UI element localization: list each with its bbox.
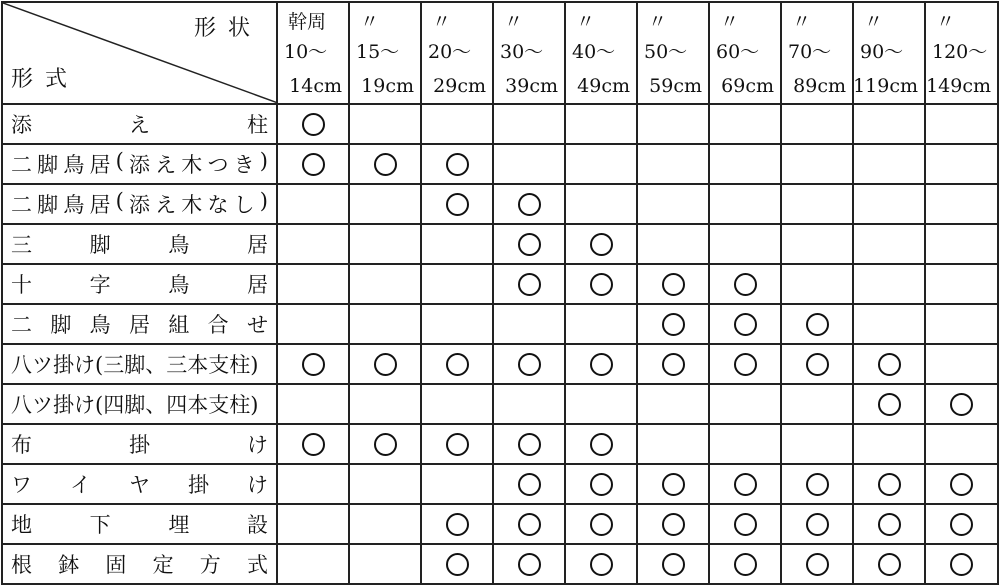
mark-cell bbox=[637, 184, 709, 224]
circle-icon bbox=[590, 473, 613, 496]
mark-cell bbox=[349, 424, 421, 464]
circle-icon bbox=[734, 473, 757, 496]
mark-cell bbox=[709, 144, 781, 184]
table-row bbox=[2, 344, 998, 384]
table-row bbox=[2, 304, 998, 344]
mark-cell bbox=[493, 544, 565, 584]
mark-cell bbox=[277, 144, 349, 184]
row-label: 八ツ掛け(四脚、四本支柱) bbox=[11, 393, 259, 417]
column-mark: 〃 bbox=[864, 11, 884, 33]
mark-cell bbox=[853, 224, 925, 264]
circle-icon bbox=[518, 233, 541, 256]
mark-cell bbox=[637, 264, 709, 304]
mark-cell bbox=[853, 344, 925, 384]
mark-cell bbox=[349, 344, 421, 384]
column-range: 10〜 bbox=[284, 41, 328, 63]
corner-bottom-label: 形式 bbox=[11, 67, 80, 92]
mark-cell bbox=[349, 184, 421, 224]
row-label bbox=[3, 149, 276, 179]
mark-cell bbox=[421, 184, 493, 224]
mark-cell bbox=[421, 464, 493, 504]
mark-cell bbox=[493, 384, 565, 424]
circle-icon bbox=[518, 473, 541, 496]
row-label-cell bbox=[2, 424, 277, 464]
circle-icon bbox=[518, 353, 541, 376]
mark-cell bbox=[637, 224, 709, 264]
circle-icon bbox=[446, 153, 469, 176]
corner-cell bbox=[2, 2, 277, 104]
mark-cell bbox=[277, 464, 349, 504]
mark-cell bbox=[925, 224, 998, 264]
mark-cell bbox=[277, 304, 349, 344]
table-body bbox=[2, 104, 998, 584]
circle-icon bbox=[662, 473, 685, 496]
column-cm: 14cm bbox=[289, 75, 342, 97]
mark-cell bbox=[637, 344, 709, 384]
mark-cell bbox=[925, 464, 998, 504]
mark-cell bbox=[925, 424, 998, 464]
circle-icon bbox=[806, 473, 829, 496]
circle-icon bbox=[662, 353, 685, 376]
row-label-text: 添 え 柱 bbox=[11, 113, 268, 137]
circle-icon bbox=[518, 433, 541, 456]
mark-cell bbox=[565, 104, 637, 144]
table-row bbox=[2, 224, 998, 264]
mark-cell bbox=[853, 464, 925, 504]
table-row bbox=[2, 144, 998, 184]
row-label-text: 二 脚 鳥 居 ( 添 え 木 つ き ) bbox=[11, 149, 268, 177]
mark-cell bbox=[781, 264, 853, 304]
row-label: 八ツ掛け(三脚、三本支柱) bbox=[11, 353, 259, 377]
size-column-header bbox=[277, 2, 349, 104]
size-column-header bbox=[565, 2, 637, 104]
mark-cell bbox=[421, 544, 493, 584]
table-row bbox=[2, 184, 998, 224]
mark-cell bbox=[565, 184, 637, 224]
table-row bbox=[2, 544, 998, 584]
mark-cell bbox=[421, 264, 493, 304]
row-label-cell bbox=[2, 464, 277, 504]
row-label-text: 地 下 埋 設 bbox=[11, 513, 268, 537]
circle-icon bbox=[878, 553, 901, 576]
mark-cell bbox=[925, 184, 998, 224]
row-label bbox=[3, 229, 276, 259]
mark-cell bbox=[277, 344, 349, 384]
mark-cell bbox=[349, 144, 421, 184]
mark-cell bbox=[565, 224, 637, 264]
mark-cell bbox=[493, 464, 565, 504]
circle-icon bbox=[590, 513, 613, 536]
column-mark: 〃 bbox=[576, 11, 596, 33]
row-label-cell bbox=[2, 304, 277, 344]
mark-cell bbox=[709, 264, 781, 304]
circle-icon bbox=[590, 433, 613, 456]
mark-cell bbox=[493, 144, 565, 184]
row-label-cell bbox=[2, 344, 277, 384]
row-label-cell bbox=[2, 264, 277, 304]
column-mark: 〃 bbox=[936, 11, 956, 33]
row-label-cell bbox=[2, 184, 277, 224]
mark-cell bbox=[709, 184, 781, 224]
mark-cell bbox=[565, 464, 637, 504]
column-range: 30〜 bbox=[500, 41, 544, 63]
mark-cell bbox=[781, 224, 853, 264]
circle-icon bbox=[806, 353, 829, 376]
row-label-cell bbox=[2, 384, 277, 424]
row-label bbox=[3, 549, 276, 579]
mark-cell bbox=[493, 504, 565, 544]
mark-cell bbox=[853, 544, 925, 584]
circle-icon bbox=[302, 113, 325, 136]
circle-icon bbox=[878, 513, 901, 536]
mark-cell bbox=[709, 104, 781, 144]
circle-icon bbox=[446, 553, 469, 576]
row-label-cell bbox=[2, 504, 277, 544]
mark-cell bbox=[709, 304, 781, 344]
mark-cell bbox=[565, 264, 637, 304]
mark-cell bbox=[637, 464, 709, 504]
column-cm: 89cm bbox=[793, 75, 846, 97]
mark-cell bbox=[565, 304, 637, 344]
mark-cell bbox=[853, 184, 925, 224]
mark-cell bbox=[277, 104, 349, 144]
mark-cell bbox=[493, 264, 565, 304]
circle-icon bbox=[446, 353, 469, 376]
column-cm: 19cm bbox=[361, 75, 414, 97]
mark-cell bbox=[781, 424, 853, 464]
mark-cell bbox=[277, 384, 349, 424]
mark-cell bbox=[853, 264, 925, 304]
mark-cell bbox=[493, 344, 565, 384]
circle-icon bbox=[806, 553, 829, 576]
mark-cell bbox=[349, 264, 421, 304]
mark-cell bbox=[853, 104, 925, 144]
mark-cell bbox=[925, 144, 998, 184]
circle-icon bbox=[302, 153, 325, 176]
mark-cell bbox=[277, 504, 349, 544]
mark-cell bbox=[349, 544, 421, 584]
row-label-text: 布 掛 け bbox=[11, 433, 268, 457]
circle-icon bbox=[446, 513, 469, 536]
row-label-text: ワ イ ヤ 掛 け bbox=[11, 473, 268, 497]
mark-cell bbox=[349, 504, 421, 544]
mark-cell bbox=[421, 504, 493, 544]
size-column-header bbox=[349, 2, 421, 104]
mark-cell bbox=[853, 304, 925, 344]
mark-cell bbox=[421, 144, 493, 184]
mark-cell bbox=[781, 184, 853, 224]
column-range: 20〜 bbox=[428, 41, 472, 63]
mark-cell bbox=[565, 344, 637, 384]
row-label bbox=[3, 509, 276, 539]
circle-icon bbox=[806, 313, 829, 336]
mark-cell bbox=[637, 544, 709, 584]
mark-cell bbox=[277, 544, 349, 584]
mark-cell bbox=[349, 384, 421, 424]
size-column-header bbox=[637, 2, 709, 104]
circle-icon bbox=[302, 433, 325, 456]
mark-cell bbox=[493, 424, 565, 464]
circle-icon bbox=[734, 273, 757, 296]
circle-icon bbox=[662, 513, 685, 536]
mark-cell bbox=[421, 304, 493, 344]
circle-icon bbox=[518, 273, 541, 296]
mark-cell bbox=[925, 384, 998, 424]
column-mark: 幹周 bbox=[288, 11, 327, 33]
mark-cell bbox=[781, 144, 853, 184]
column-cm: 69cm bbox=[721, 75, 774, 97]
mark-cell bbox=[421, 384, 493, 424]
mark-cell bbox=[709, 344, 781, 384]
row-label bbox=[3, 189, 276, 219]
size-column-header bbox=[421, 2, 493, 104]
column-cm: 149cm bbox=[926, 75, 991, 97]
circle-icon bbox=[518, 513, 541, 536]
mark-cell bbox=[421, 424, 493, 464]
column-cm: 29cm bbox=[433, 75, 486, 97]
mark-cell bbox=[493, 224, 565, 264]
column-mark: 〃 bbox=[792, 11, 812, 33]
mark-cell bbox=[565, 544, 637, 584]
circle-icon bbox=[806, 513, 829, 536]
row-label bbox=[3, 309, 276, 339]
mark-cell bbox=[709, 224, 781, 264]
column-mark: 〃 bbox=[432, 11, 452, 33]
circle-icon bbox=[950, 473, 973, 496]
circle-icon bbox=[374, 353, 397, 376]
mark-cell bbox=[277, 264, 349, 304]
mark-cell bbox=[709, 424, 781, 464]
column-cm: 119cm bbox=[853, 75, 918, 97]
mark-cell bbox=[349, 464, 421, 504]
column-mark: 〃 bbox=[360, 11, 380, 33]
mark-cell bbox=[565, 504, 637, 544]
column-range: 60〜 bbox=[716, 41, 760, 63]
mark-cell bbox=[925, 544, 998, 584]
mark-cell bbox=[781, 304, 853, 344]
mark-cell bbox=[637, 384, 709, 424]
row-label-cell bbox=[2, 144, 277, 184]
column-range: 50〜 bbox=[644, 41, 688, 63]
row-label-text: 根 鉢 固 定 方 式 bbox=[11, 553, 268, 577]
column-mark: 〃 bbox=[648, 11, 668, 33]
mark-cell bbox=[421, 104, 493, 144]
size-column-header bbox=[781, 2, 853, 104]
circle-icon bbox=[590, 233, 613, 256]
size-column-header bbox=[853, 2, 925, 104]
table-row bbox=[2, 384, 998, 424]
mark-cell bbox=[565, 384, 637, 424]
mark-cell bbox=[925, 104, 998, 144]
size-column-header bbox=[709, 2, 781, 104]
circle-icon bbox=[950, 513, 973, 536]
mark-cell bbox=[709, 464, 781, 504]
circle-icon bbox=[734, 353, 757, 376]
row-label bbox=[3, 429, 276, 459]
mark-cell bbox=[781, 464, 853, 504]
row-label bbox=[3, 469, 276, 499]
column-mark: 〃 bbox=[504, 11, 524, 33]
mark-cell bbox=[925, 264, 998, 304]
circle-icon bbox=[734, 313, 757, 336]
mark-cell bbox=[637, 104, 709, 144]
column-range: 40〜 bbox=[572, 41, 616, 63]
mark-cell bbox=[853, 384, 925, 424]
circle-icon bbox=[302, 353, 325, 376]
circle-icon bbox=[950, 553, 973, 576]
mark-cell bbox=[277, 224, 349, 264]
mark-cell bbox=[925, 304, 998, 344]
column-range: 70〜 bbox=[788, 41, 832, 63]
table-row bbox=[2, 504, 998, 544]
table-row bbox=[2, 264, 998, 304]
mark-cell bbox=[637, 304, 709, 344]
mark-cell bbox=[781, 544, 853, 584]
circle-icon bbox=[662, 553, 685, 576]
mark-cell bbox=[349, 104, 421, 144]
column-range: 15〜 bbox=[356, 41, 400, 63]
circle-icon bbox=[662, 273, 685, 296]
size-column-header bbox=[493, 2, 565, 104]
mark-cell bbox=[493, 184, 565, 224]
mark-cell bbox=[853, 504, 925, 544]
mark-cell bbox=[565, 144, 637, 184]
row-label-cell bbox=[2, 224, 277, 264]
mark-cell bbox=[349, 224, 421, 264]
circle-icon bbox=[734, 553, 757, 576]
column-cm: 49cm bbox=[577, 75, 630, 97]
mark-cell bbox=[277, 184, 349, 224]
circle-icon bbox=[518, 193, 541, 216]
column-range: 90〜 bbox=[860, 41, 904, 63]
support-type-table bbox=[1, 1, 999, 585]
circle-icon bbox=[878, 393, 901, 416]
row-label-text: 三 脚 鳥 居 bbox=[11, 233, 268, 257]
mark-cell bbox=[709, 504, 781, 544]
mark-cell bbox=[925, 344, 998, 384]
circle-icon bbox=[590, 353, 613, 376]
row-label-text: 二 脚 鳥 居 組 合 せ bbox=[11, 313, 268, 337]
circle-icon bbox=[590, 273, 613, 296]
circle-icon bbox=[662, 313, 685, 336]
table-row bbox=[2, 464, 998, 504]
row-label-text: 二 脚 鳥 居 ( 添 え 木 な し ) bbox=[11, 189, 268, 217]
mark-cell bbox=[637, 144, 709, 184]
column-cm: 39cm bbox=[505, 75, 558, 97]
circle-icon bbox=[878, 353, 901, 376]
circle-icon bbox=[446, 433, 469, 456]
mark-cell bbox=[493, 104, 565, 144]
row-label bbox=[3, 269, 276, 299]
mark-cell bbox=[349, 304, 421, 344]
corner-top-label: 形状 bbox=[193, 16, 262, 41]
mark-cell bbox=[709, 384, 781, 424]
row-label-cell bbox=[2, 544, 277, 584]
mark-cell bbox=[853, 424, 925, 464]
mark-cell bbox=[781, 104, 853, 144]
circle-icon bbox=[518, 553, 541, 576]
mark-cell bbox=[277, 424, 349, 464]
mark-cell bbox=[421, 224, 493, 264]
mark-cell bbox=[421, 344, 493, 384]
circle-icon bbox=[878, 473, 901, 496]
table-row bbox=[2, 424, 998, 464]
mark-cell bbox=[565, 424, 637, 464]
mark-cell bbox=[637, 424, 709, 464]
circle-icon bbox=[590, 553, 613, 576]
column-range: 120〜 bbox=[932, 41, 988, 63]
size-column-header bbox=[925, 2, 998, 104]
mark-cell bbox=[925, 504, 998, 544]
mark-cell bbox=[493, 304, 565, 344]
circle-icon bbox=[950, 393, 973, 416]
mark-cell bbox=[709, 544, 781, 584]
row-label bbox=[3, 109, 276, 139]
mark-cell bbox=[781, 344, 853, 384]
mark-cell bbox=[637, 504, 709, 544]
header-row bbox=[2, 2, 998, 104]
row-label-cell bbox=[2, 104, 277, 144]
column-mark: 〃 bbox=[720, 11, 740, 33]
row-label-text: 十 字 鳥 居 bbox=[11, 273, 268, 297]
mark-cell bbox=[781, 504, 853, 544]
mark-cell bbox=[853, 144, 925, 184]
circle-icon bbox=[446, 193, 469, 216]
circle-icon bbox=[374, 153, 397, 176]
circle-icon bbox=[734, 513, 757, 536]
mark-cell bbox=[781, 384, 853, 424]
table-row bbox=[2, 104, 998, 144]
column-cm: 59cm bbox=[649, 75, 702, 97]
circle-icon bbox=[374, 433, 397, 456]
